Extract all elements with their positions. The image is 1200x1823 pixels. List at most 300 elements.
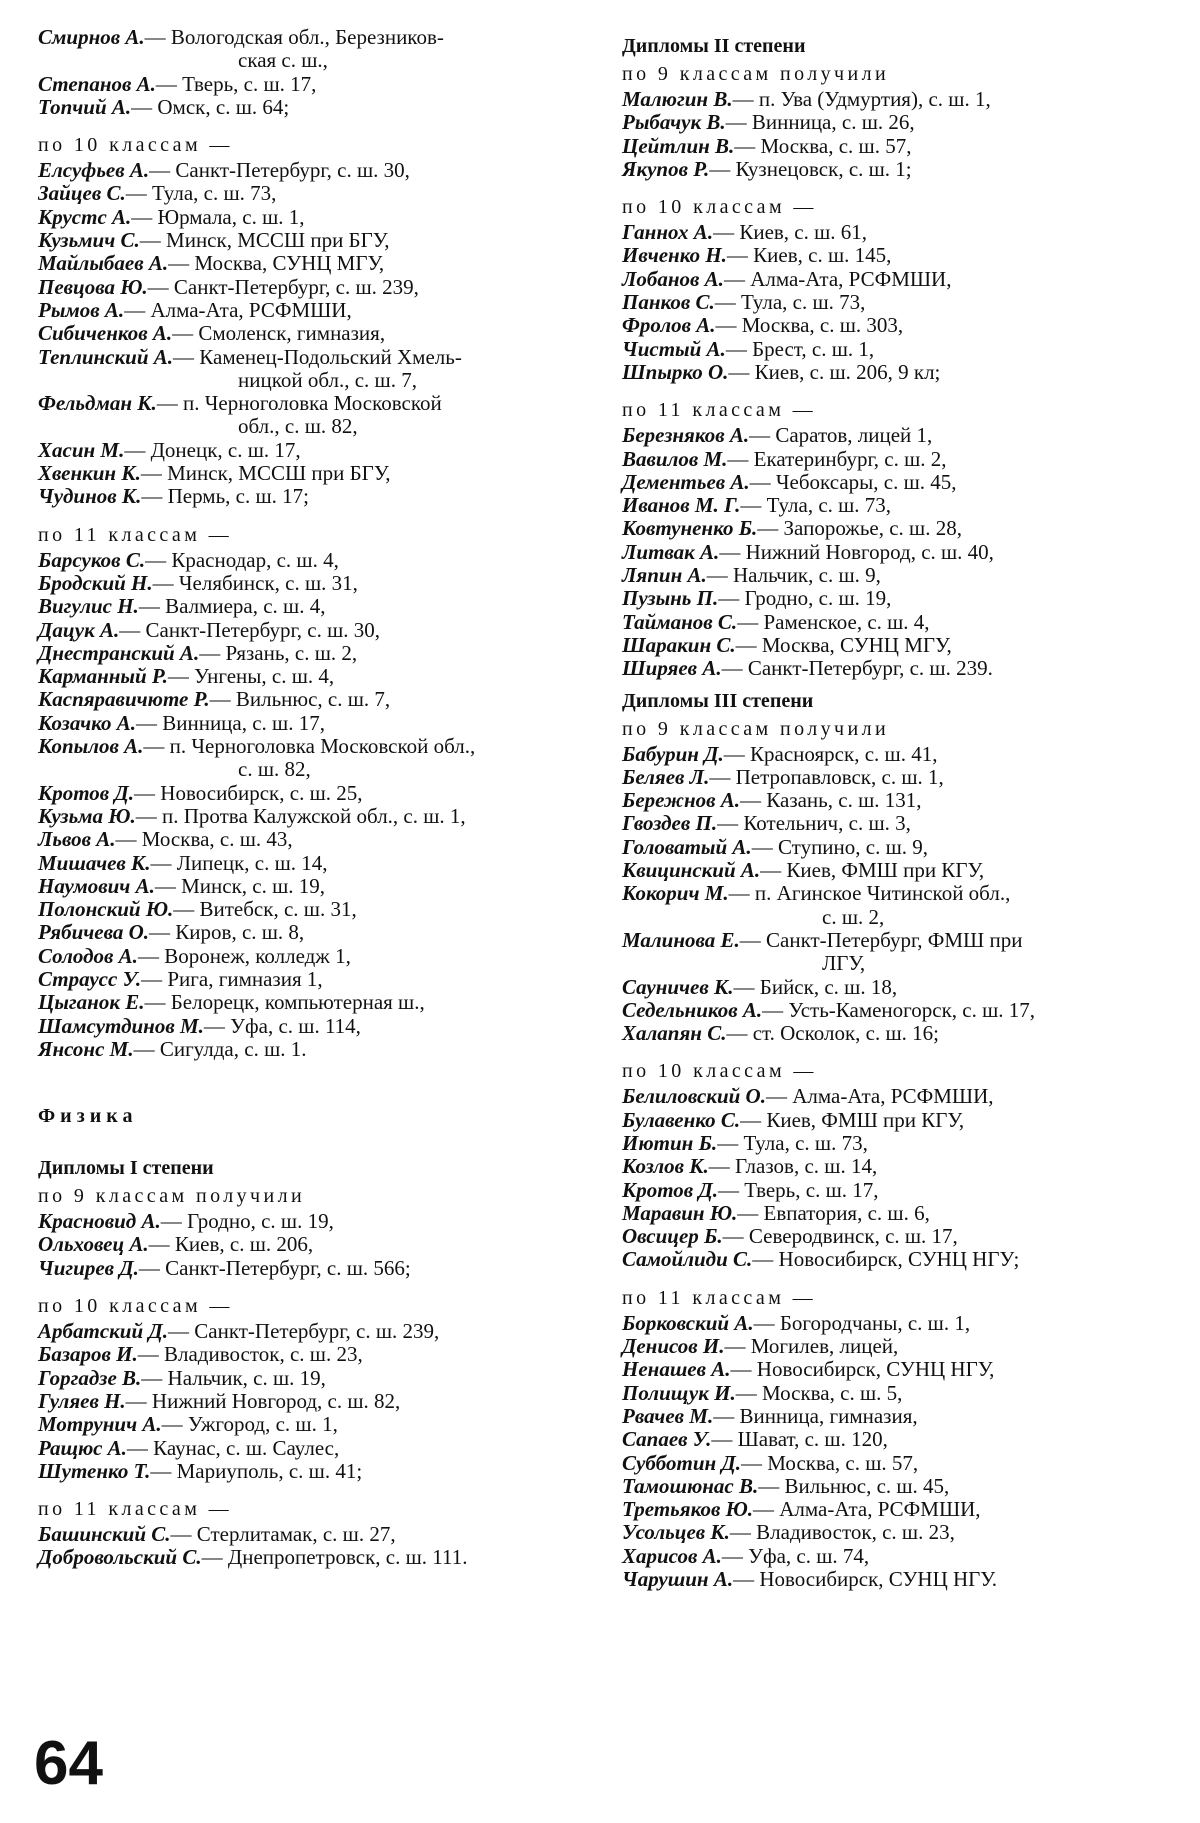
person-name: Тайманов С. <box>622 609 738 634</box>
list-item <box>38 1460 593 1483</box>
location-text: — Москва, с. ш. 43, <box>115 827 293 852</box>
list-item <box>38 665 593 688</box>
person-name: Шпырко О. <box>622 359 729 384</box>
location-text: — Санкт-Петербург, с. ш. 239, <box>147 274 419 299</box>
person-name: Чистый А. <box>622 336 726 361</box>
list-item <box>622 859 1177 882</box>
person-name: Кротов Д. <box>38 780 135 805</box>
list-item <box>622 1405 1177 1428</box>
person-name: Иютин Б. <box>622 1130 718 1155</box>
list-item <box>38 572 593 595</box>
list-item <box>38 991 593 1014</box>
person-name: Сибиченков А. <box>38 321 173 346</box>
class-group-label: по 11 классам — <box>38 1498 233 1521</box>
class-group-label: по 10 классам — <box>38 134 233 157</box>
person-name: Топчий А. <box>38 94 132 119</box>
person-name: Цейтлин В. <box>622 133 735 158</box>
list-item <box>38 1413 593 1436</box>
person-name: Чудинов К. <box>38 484 142 509</box>
person-name: Кротов Д. <box>622 1177 719 1202</box>
location-text: — п. Черноголовка Московской обл., <box>143 734 476 759</box>
location-text: — Тула, с. ш. 73, <box>125 181 277 206</box>
list-item <box>622 541 1177 564</box>
list-item <box>622 929 1177 952</box>
list-item <box>38 392 593 415</box>
list-item <box>38 96 593 119</box>
person-name: Ковтуненко Б. <box>622 516 758 541</box>
person-name: Певцова Ю. <box>38 274 148 299</box>
list-item <box>38 252 593 275</box>
list-item <box>38 182 593 205</box>
person-name: Малюгин В. <box>622 87 733 111</box>
location-text: — Рязань, с. ш. 2, <box>199 640 358 665</box>
location-text: — Усть-Каменогорск, с. ш. 17, <box>762 997 1036 1022</box>
person-name: Борковский А. <box>622 1310 754 1335</box>
person-name: Седельников А. <box>622 997 763 1022</box>
location-text: — Винница, гимназия, <box>713 1403 918 1428</box>
diploma-heading: Дипломы III степени <box>622 689 814 712</box>
location-text: — Уфа, с. ш. 114, <box>203 1013 361 1038</box>
person-name: Ляпин А. <box>622 563 707 588</box>
location-text: — Минск, МССШ при БГУ, <box>140 461 391 486</box>
continuation-line: ницкой обл., с. ш. 7, <box>238 367 417 392</box>
person-name: Ненашев А. <box>622 1357 731 1382</box>
list-item <box>38 688 593 711</box>
location-text: — Москва, с. ш. 303, <box>715 313 904 338</box>
location-text: — Тула, с. ш. 73, <box>740 493 892 518</box>
location-text: — Каменец-Подольский Хмель- <box>173 344 462 369</box>
list-item <box>622 743 1177 766</box>
list-item <box>622 1568 1177 1591</box>
location-text: — Москва, с. ш. 5, <box>735 1380 903 1405</box>
person-name: Кузьмич С. <box>38 228 140 253</box>
list-item <box>622 611 1177 634</box>
location-text: — Ступино, с. ш. 9, <box>751 834 929 859</box>
location-text: — Каунас, с. ш. Саулес, <box>126 1435 340 1460</box>
location-text: — Тверь, с. ш. 17, <box>718 1177 879 1202</box>
list-item <box>38 1546 593 1569</box>
list-item <box>622 1498 1177 1521</box>
person-name: Башинский С. <box>38 1522 171 1547</box>
person-name: Карманный Р. <box>38 664 168 689</box>
location-text: — Вологодская обл., Березников- <box>144 25 444 49</box>
person-name: Мотрунич А. <box>38 1412 162 1437</box>
person-name: Днестранский А. <box>38 640 200 665</box>
person-name: Чигирев Д. <box>38 1255 139 1280</box>
location-text: — Запорожье, с. ш. 28, <box>757 516 962 541</box>
person-name: Сапаев У. <box>622 1427 712 1452</box>
location-text: — Москва, СУНЦ МГУ, <box>168 251 385 276</box>
location-text: — Минск, МССШ при БГУ, <box>139 228 390 253</box>
location-text: — Киев, ФМШ при КГУ, <box>740 1107 965 1132</box>
person-name: Цыганок Е. <box>38 990 145 1015</box>
location-text: — п. Протва Калужской обл., с. ш. 1, <box>135 803 466 828</box>
person-name: Каспяравичюте Р. <box>38 687 210 712</box>
person-name: Кокорич М. <box>622 881 729 906</box>
person-name: Малинова Е. <box>622 927 740 952</box>
list-item <box>622 1022 1177 1045</box>
person-name: Ганнох А. <box>622 220 714 245</box>
list-item <box>622 1475 1177 1498</box>
location-text: — Москва, с. ш. 57, <box>741 1450 919 1475</box>
list-item <box>622 587 1177 610</box>
list-item <box>622 1155 1177 1178</box>
location-text: — Новосибирск, СУНЦ НГУ, <box>730 1357 995 1382</box>
person-name: Тамошюнас В. <box>622 1473 759 1498</box>
person-name: Львов А. <box>38 827 116 852</box>
person-name: Фролов А. <box>622 313 716 338</box>
location-text: — Алма-Ата, РСФМШИ, <box>753 1497 981 1522</box>
list-item <box>38 945 593 968</box>
list-item <box>38 852 593 875</box>
location-text: — Валмиера, с. ш. 4, <box>138 594 326 619</box>
class-group-label: по 10 классам — <box>622 196 817 219</box>
list-item <box>622 158 1177 181</box>
diploma-heading: Дипломы II степени <box>622 35 806 57</box>
person-name: Бережнов А. <box>622 788 741 813</box>
location-text: — Стерлитамак, с. ш. 27, <box>170 1522 396 1547</box>
list-item <box>38 1437 593 1460</box>
list-item <box>622 1132 1177 1155</box>
list-item <box>38 875 593 898</box>
list-item <box>622 1248 1177 1271</box>
class-group-label: по 10 классам — <box>622 1060 817 1083</box>
location-text: — Красноярск, с. ш. 41, <box>723 741 938 766</box>
person-name: Лобанов А. <box>622 266 724 291</box>
person-name: Мишачев К. <box>38 850 151 875</box>
list-item <box>38 1343 593 1366</box>
person-name: Ращюс А. <box>38 1435 127 1460</box>
list-item <box>38 898 593 921</box>
person-name: Харисов А. <box>622 1543 722 1568</box>
list-item <box>38 1367 593 1390</box>
list-item <box>38 299 593 322</box>
location-text: — Унгены, с. ш. 4, <box>167 664 335 689</box>
person-name: Рвачев М. <box>622 1403 714 1428</box>
list-item <box>622 361 1177 384</box>
person-name: Самойлиди С. <box>622 1247 753 1272</box>
location-text: — Тверь, с. ш. 17, <box>155 71 317 96</box>
location-text: — Минск, с. ш. 19, <box>154 873 326 898</box>
person-name: Панков С. <box>622 290 715 315</box>
list-item <box>622 812 1177 835</box>
list-item <box>622 976 1177 999</box>
person-name: Третьяков Ю. <box>622 1497 754 1522</box>
location-text: — Москва, с. ш. 57, <box>734 133 912 158</box>
list-item <box>38 1320 593 1343</box>
class-group-label: по 11 классам — <box>622 399 817 422</box>
person-name: Полищук И. <box>622 1380 736 1405</box>
person-name: Арбатский Д. <box>38 1319 168 1344</box>
list-item <box>622 766 1177 789</box>
location-text: — Могилев, лицей, <box>724 1334 899 1359</box>
location-text: — Евпатория, с. ш. 6, <box>737 1200 930 1225</box>
location-text: — Алма-Ата, РСФМШИ, <box>723 266 952 291</box>
class-group-label: по 11 классам — <box>622 1286 817 1309</box>
diploma-heading: Дипломы I степени <box>38 1157 214 1180</box>
location-text: — Винница, с. ш. 17, <box>135 710 325 735</box>
list-item <box>622 471 1177 494</box>
person-name: Ольховец А. <box>38 1232 149 1257</box>
person-name: Кузьма Ю. <box>38 803 136 828</box>
list-item <box>38 1257 593 1280</box>
location-text: — Раменское, с. ш. 4, <box>737 609 930 634</box>
list-item <box>38 1038 593 1061</box>
person-name: Наумович А. <box>38 873 155 898</box>
person-name: Страусс У. <box>38 966 142 991</box>
list-item <box>38 595 593 618</box>
location-text: — Винница, с. ш. 26, <box>725 110 915 135</box>
person-name: Булавенко С. <box>622 1107 741 1132</box>
list-item <box>622 1312 1177 1335</box>
location-text: — Уфа, с. ш. 74, <box>721 1543 870 1568</box>
list-item <box>38 73 593 96</box>
location-text: — Чебоксары, с. ш. 45, <box>749 469 957 494</box>
person-name: Майлыбаев А. <box>38 251 169 276</box>
person-name: Теплинский А. <box>38 344 174 369</box>
list-item <box>622 291 1177 314</box>
person-name: Гуляев Н. <box>38 1388 126 1413</box>
person-name: Горгадзе В. <box>38 1365 142 1390</box>
location-text: — Владивосток, с. ш. 23, <box>137 1342 363 1367</box>
person-name: Ивченко Н. <box>622 243 727 268</box>
location-text: — Санкт-Петербург, с. ш. 30, <box>149 158 410 183</box>
list-item <box>622 448 1177 471</box>
location-text: — Санкт-Петербург, ФМШ при <box>739 927 1023 952</box>
person-name: Белиловский О. <box>622 1084 766 1109</box>
list-item <box>622 1358 1177 1381</box>
list-item <box>38 485 593 508</box>
list-item <box>38 921 593 944</box>
list-item <box>38 968 593 991</box>
list-item <box>622 1335 1177 1358</box>
location-text: — Вильнюс, с. ш. 45, <box>758 1473 950 1498</box>
location-text: — Гродно, с. ш. 19, <box>718 586 892 611</box>
list-item <box>38 322 593 345</box>
person-name: Козлов К. <box>622 1154 709 1179</box>
location-text: — Киров, с. ш. 8, <box>149 920 305 945</box>
list-item <box>38 642 593 665</box>
person-name: Ширяев А. <box>622 656 722 681</box>
list-item <box>38 26 593 49</box>
person-name: Рябичева О. <box>38 920 150 945</box>
location-text: — Новосибирск, СУНЦ НГУ; <box>752 1247 1020 1272</box>
person-name: Шутенко Т. <box>38 1458 151 1483</box>
location-text: — Нальчик, с. ш. 9, <box>706 563 881 588</box>
list-item <box>622 1179 1177 1202</box>
list-item <box>622 1521 1177 1544</box>
person-name: Субботин Д. <box>622 1450 742 1475</box>
person-name: Овсицер Б. <box>622 1224 723 1249</box>
location-text: — Киев, с. ш. 145, <box>726 243 892 268</box>
location-text: — Владивосток, с. ш. 23, <box>729 1520 955 1545</box>
location-text: — Краснодар, с. ш. 4, <box>145 547 339 572</box>
person-name: Барсуков С. <box>38 547 146 572</box>
list-item <box>622 424 1177 447</box>
list-item <box>622 1428 1177 1451</box>
continuation-line: ская с. ш., <box>238 48 328 73</box>
list-item <box>622 1202 1177 1225</box>
person-name: Халапян С. <box>622 1021 727 1046</box>
continuation-line: обл., с. ш. 82, <box>238 414 358 439</box>
location-text: — Белорецк, компьютерная ш., <box>144 990 425 1015</box>
location-text: — Санкт-Петербург, с. ш. 30, <box>119 617 381 642</box>
location-text: — Челябинск, с. ш. 31, <box>152 570 358 595</box>
location-text: — Киев, с. ш. 61, <box>713 220 868 245</box>
person-name: Якупов Р. <box>622 156 710 181</box>
location-text: — Мариуполь, с. ш. 41; <box>150 1458 363 1483</box>
list-item <box>622 314 1177 337</box>
person-name: Квицинский А. <box>622 858 761 883</box>
location-text: — Киев, ФМШ при КГУ, <box>760 858 985 883</box>
class-group-label: по 9 классам получили <box>38 1185 306 1208</box>
location-text: — Санкт-Петербург, с. ш. 239, <box>168 1319 440 1344</box>
list-item <box>622 494 1177 517</box>
person-name: Крустс А. <box>38 204 132 229</box>
person-name: Пузынь П. <box>622 586 719 611</box>
location-text: — Санкт-Петербург, с. ш. 566; <box>138 1255 411 1280</box>
location-text: — Нальчик, с. ш. 19, <box>141 1365 326 1390</box>
location-text: — Брест, с. ш. 1, <box>725 336 875 361</box>
location-text: — Витебск, с. ш. 31, <box>173 897 357 922</box>
person-name: Вигулис Н. <box>38 594 139 619</box>
person-name: Дацук А. <box>38 617 120 642</box>
location-text: — Кузнецовск, с. ш. 1; <box>709 156 912 181</box>
person-name: Копылов А. <box>38 734 144 759</box>
person-name: Елсуфьев А. <box>38 158 150 183</box>
location-text: — Донецк, с. ш. 17, <box>124 437 301 462</box>
location-text: — Рига, гимназия 1, <box>141 966 323 991</box>
person-name: Рыбачук В. <box>622 110 726 135</box>
person-name: Зайцев С. <box>38 181 126 206</box>
list-item <box>622 1085 1177 1108</box>
list-item <box>622 221 1177 244</box>
list-item <box>38 229 593 252</box>
list-item <box>622 135 1177 158</box>
location-text: — Вильнюс, с. ш. 7, <box>209 687 391 712</box>
person-name: Березняков А. <box>622 423 750 448</box>
location-text: — Тула, с. ш. 73, <box>714 290 866 315</box>
list-item <box>622 1225 1177 1248</box>
list-item <box>38 828 593 851</box>
continuation-line: ЛГУ, <box>822 951 866 976</box>
location-text: — Саратов, лицей 1, <box>749 423 933 448</box>
location-text: — Липецк, с. ш. 14, <box>150 850 328 875</box>
list-item <box>38 159 593 182</box>
location-text: — Воронеж, колледж 1, <box>137 943 351 968</box>
person-name: Красновид А. <box>38 1209 161 1234</box>
list-item <box>622 517 1177 540</box>
list-item <box>38 735 593 758</box>
list-item <box>38 782 593 805</box>
list-item <box>622 999 1177 1022</box>
list-item <box>38 1233 593 1256</box>
class-group-label: по 10 классам — <box>38 1295 233 1318</box>
subject-title: Физика <box>38 1105 138 1128</box>
location-text: — Пермь, с. ш. 17; <box>141 484 309 509</box>
location-text: — Алма-Ата, РСФМШИ, <box>124 297 352 322</box>
person-name: Чарушин А. <box>622 1567 734 1592</box>
location-text: — Омск, с. ш. 64; <box>131 94 290 119</box>
location-text: — п. Ува (Удмуртия), с. ш. 1, <box>732 87 991 111</box>
left-column <box>38 26 593 1570</box>
location-text: — Петропавловск, с. ш. 1, <box>709 764 944 789</box>
list-item <box>622 1382 1177 1405</box>
location-text: — Днепропетровск, с. ш. 111. <box>201 1545 468 1570</box>
list-item <box>622 836 1177 859</box>
person-name: Головатый А. <box>622 834 752 859</box>
list-item <box>622 634 1177 657</box>
list-item <box>38 619 593 642</box>
person-name: Бродский Н. <box>38 570 153 595</box>
person-name: Шаракин С. <box>622 632 736 657</box>
list-item <box>622 111 1177 134</box>
location-text: — Смоленск, гимназия, <box>172 321 386 346</box>
list-item <box>622 1452 1177 1475</box>
person-name: Иванов М. Г. <box>622 493 741 518</box>
list-item <box>38 1523 593 1546</box>
location-text: — Юрмала, с. ш. 1, <box>131 204 305 229</box>
location-text: — Ужгород, с. ш. 1, <box>161 1412 338 1437</box>
list-item <box>38 462 593 485</box>
person-name: Маравин Ю. <box>622 1200 738 1225</box>
list-item <box>38 1015 593 1038</box>
right-column <box>622 26 1177 1591</box>
location-text: — Богородчаны, с. ш. 1, <box>753 1310 971 1335</box>
location-text: — Москва, СУНЦ МГУ, <box>735 632 952 657</box>
list-item <box>38 1210 593 1233</box>
location-text: — Северодвинск, с. ш. 17, <box>722 1224 958 1249</box>
location-text: — Нижний Новгород, с. ш. 40, <box>719 539 994 564</box>
person-name: Смирнов А. <box>38 25 145 49</box>
list-item <box>38 276 593 299</box>
continuation-line: с. ш. 2, <box>822 904 885 929</box>
person-name: Фельдман К. <box>38 391 157 416</box>
list-item <box>622 88 1177 111</box>
location-text: — Санкт-Петербург, с. ш. 239. <box>721 656 993 681</box>
person-name: Солодов А. <box>38 943 138 968</box>
person-name: Гвоздев П. <box>622 811 718 836</box>
person-name: Добровольский С. <box>38 1545 202 1570</box>
list-item <box>38 206 593 229</box>
location-text: — Киев, с. ш. 206, <box>148 1232 314 1257</box>
location-text: — Новосибирск, с. ш. 25, <box>134 780 363 805</box>
person-name: Базаров И. <box>38 1342 138 1367</box>
class-group-label: по 11 классам — <box>38 523 233 546</box>
location-text: — Котельнич, с. ш. 3, <box>717 811 911 836</box>
list-item <box>622 882 1177 905</box>
person-name: Полонский Ю. <box>38 897 174 922</box>
person-name: Степанов А. <box>38 71 156 96</box>
list-item <box>38 1390 593 1413</box>
list-item <box>38 805 593 828</box>
location-text: — Казань, с. ш. 131, <box>740 788 922 813</box>
page-number: 64 <box>34 1729 103 1798</box>
location-text: — п. Черноголовка Московской <box>156 391 442 416</box>
list-item <box>38 439 593 462</box>
location-text: — Новосибирск, СУНЦ НГУ. <box>733 1567 997 1592</box>
person-name: Хасин М. <box>38 437 125 462</box>
continuation-line: с. ш. 82, <box>238 757 311 782</box>
person-name: Усольцев К. <box>622 1520 730 1545</box>
class-group-label: по 9 классам получили <box>622 717 890 740</box>
list-item <box>622 268 1177 291</box>
list-item <box>38 346 593 369</box>
list-item <box>622 338 1177 361</box>
person-name: Хвенкин К. <box>38 461 141 486</box>
location-text: — Шават, с. ш. 120, <box>711 1427 888 1452</box>
person-name: Дементьев А. <box>622 469 750 494</box>
